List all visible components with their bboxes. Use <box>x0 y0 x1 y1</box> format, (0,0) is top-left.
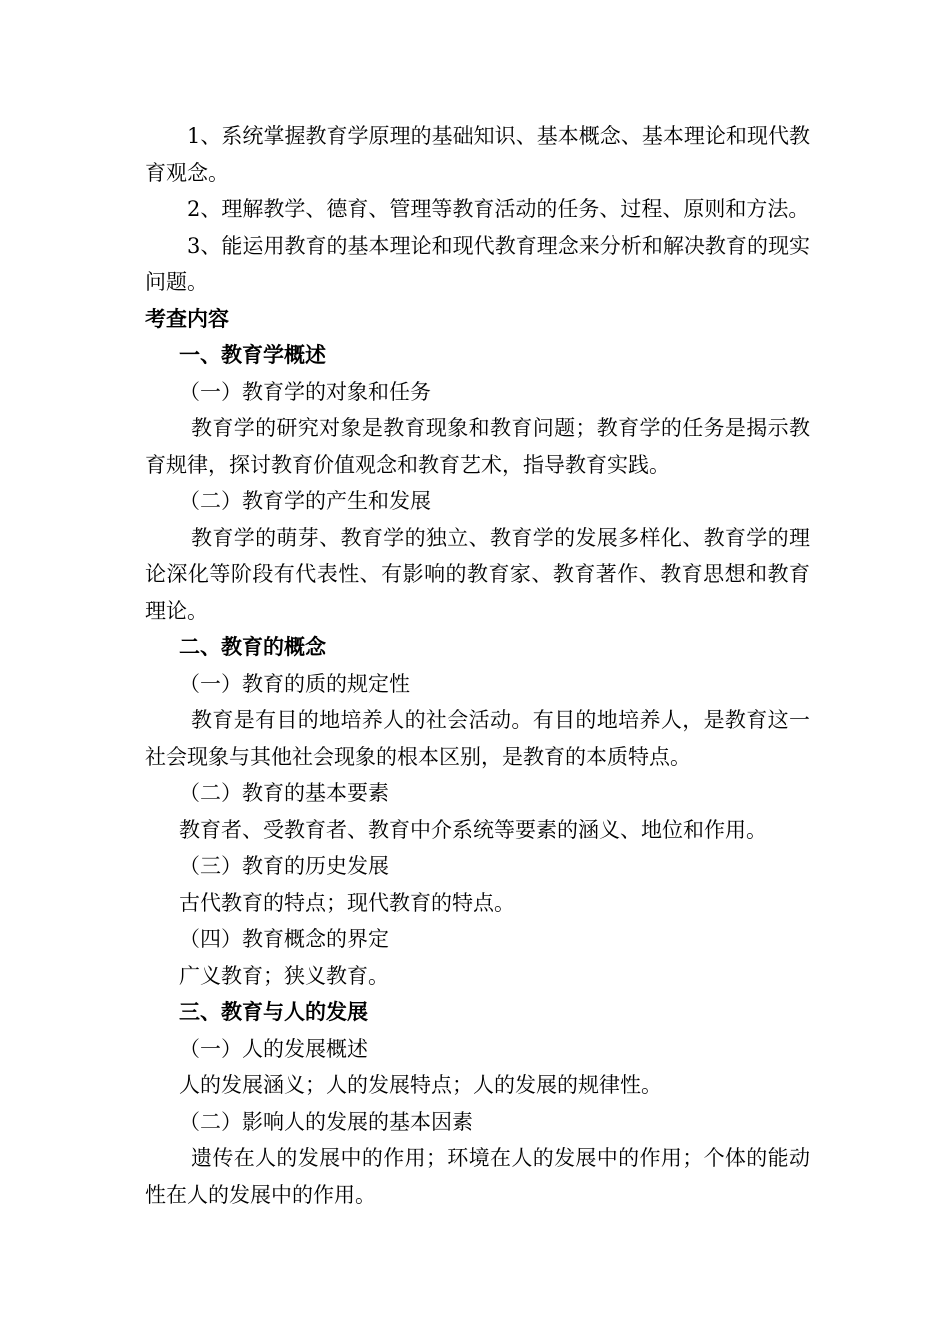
chapter3-sub2-body: 遗传在人的发展中的作用；环境在人的发展中的作用；个体的能动性在人的发展中的作用。 <box>145 1146 810 1207</box>
chapter1-sub1-title: （一）教育学的对象和任务 <box>179 379 431 404</box>
chapter1-sub1-body: 教育学的研究对象是教育现象和教育问题；教育学的任务是揭示教育规律，探讨教育价值观念和教育艺术，指导教育实践。 <box>145 416 810 477</box>
chapter1-title: 一、教育学概述 <box>179 343 326 367</box>
chapter1-sub2-body: 教育学的萌芽、教育学的独立、教育学的发展多样化、教育学的理论深化等阶段有代表性、有影响的教育家、教育著作、教育思想和教育理论。 <box>145 525 810 623</box>
chapter2-sub4-body: 广义教育；狭义教育。 <box>179 963 389 988</box>
chapter3-title: 三、教育与人的发展 <box>179 1000 368 1024</box>
chapter2-sub1-title: （一）教育的质的规定性 <box>179 671 410 696</box>
chapter2-sub4-title: （四）教育概念的界定 <box>179 927 389 951</box>
document-page <box>145 118 810 1213</box>
chapter3-sub1-body: 人的发展涵义；人的发展特点；人的发展的规律性。 <box>179 1073 662 1097</box>
chapter3-sub2-title: （二）影响人的发展的基本因素 <box>179 1109 473 1134</box>
chapter2-title: 二、教育的概念 <box>179 635 326 659</box>
chapter2-sub1-body: 教育是有目的地培养人的社会活动。有目的地培养人，是教育这一社会现象与其他社会现象的根本区别，是教育的本质特点。 <box>145 708 810 769</box>
chapter2-sub2-body: 教育者、受教育者、教育中介系统等要素的涵义、地位和作用。 <box>179 817 767 842</box>
chapter3-sub1-title: （一）人的发展概述 <box>179 1036 368 1061</box>
chapter2-sub3-body: 古代教育的特点；现代教育的特点。 <box>179 890 515 915</box>
chapter2-sub3-title: （三）教育的历史发展 <box>179 854 389 878</box>
chapter2-sub2-title: （二）教育的基本要素 <box>179 781 389 805</box>
objective-2: 2、理解教学、德育、管理等教育活动的任务、过程、原则和方法。 <box>187 197 810 221</box>
chapter1-sub2-title: （二）教育学的产生和发展 <box>179 489 431 513</box>
objective-3: 3、能运用教育的基本理论和现代教育理念来分析和解决教育的现实问题。 <box>145 233 810 294</box>
section-title: 考查内容 <box>145 306 229 331</box>
objective-1: 1、系统掌握教育学原理的基础知识、基本概念、基本理论和现代教育观念。 <box>145 124 810 185</box>
